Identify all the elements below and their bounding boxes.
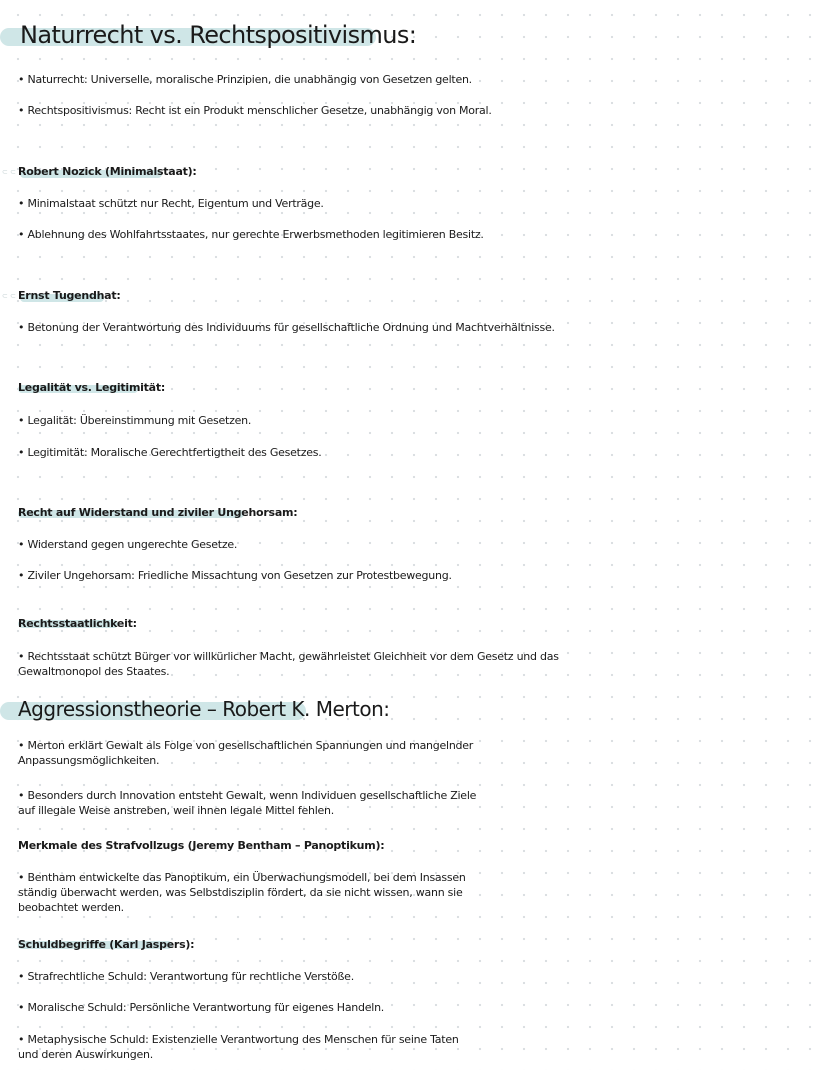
- bullet-wohlfahrtsstaat: • Ablehnung des Wohlfahrtsstaates, nur gerechte Erwerbsmethoden legitimieren Besitz.: [18, 228, 484, 241]
- bullet-naturrecht: • Naturrecht: Universelle, moralische Prinzipien, die unabhängig von Gesetzen gelten.: [18, 73, 472, 86]
- bullet-moralische-schuld: • Moralische Schuld: Persönliche Verantwortung für eigenes Handeln.: [18, 1001, 385, 1014]
- heading-legalitaet: Legalität vs. Legitimität:: [18, 381, 166, 394]
- bullet-verantwortung: • Betonung der Verantwortung des Individuums für gesellschaftliche Ordnung und Machtverhältnisse.: [18, 321, 555, 334]
- heading-bentham: Merkmale des Strafvollzugs (Jeremy Bentham – Panoptikum):: [18, 839, 385, 852]
- bullet-rechtspositivismus: • Rechtspositivismus: Recht ist ein Produkt menschlicher Gesetze, unabhängig von Moral.: [18, 104, 492, 117]
- section-title-aggressionstheorie: Aggressionstheorie – Robert K. Merton:: [18, 697, 390, 721]
- bullet-ziviler-ungehorsam: • Ziviler Ungehorsam: Friedliche Missachtung von Gesetzen zur Protestbewegung.: [18, 569, 452, 582]
- margin-mark: ⊂ ⊂: [2, 168, 16, 176]
- margin-mark: ⊂ ⊂: [2, 292, 16, 300]
- section-title-naturrecht: Naturrecht vs. Rechtspositivismus:: [20, 21, 417, 49]
- heading-nozick: Robert Nozick (Minimalstaat):: [18, 165, 197, 178]
- heading-tugendhat: Ernst Tugendhat:: [18, 289, 121, 302]
- bullet-metaphysische-schuld: • Metaphysische Schuld: Existenzielle Verantwortung des Menschen für seine Taten und deren Auswirkungen.: [18, 1033, 459, 1061]
- bullet-innovation: • Besonders durch Innovation entsteht Gewalt, wenn Individuen gesellschaftliche Ziele auf illegale Weise anstreben, weil ihnen legale Mittel fehlen.: [18, 789, 477, 817]
- heading-jaspers: Schuldbegriffe (Karl Jaspers):: [18, 938, 195, 951]
- bullet-strafrechtliche-schuld: • Strafrechtliche Schuld: Verantwortung für rechtliche Verstöße.: [18, 970, 354, 983]
- heading-widerstand: Recht auf Widerstand und ziviler Ungehorsam:: [18, 506, 298, 519]
- bullet-minimalstaat: • Minimalstaat schützt nur Recht, Eigentum und Verträge.: [18, 197, 324, 210]
- heading-rechtsstaat: Rechtsstaatlichkeit:: [18, 617, 137, 630]
- bullet-rechtsstaat: • Rechtsstaat schützt Bürger vor willkürlicher Macht, gewährleistet Gleichheit vor dem Gesetz und das Gewaltmonopol des Staates.: [18, 650, 559, 678]
- bullet-panoptikum: • Bentham entwickelte das Panoptikum, ein Überwachungsmodell, bei dem Insassen ständig überwacht werden, was Selbstdisziplin fördert, da sie nicht wissen, wann sie beobachtet werden.: [18, 871, 466, 914]
- bullet-merton-gewalt: • Merton erklärt Gewalt als Folge von gesellschaftlichen Spannungen und mangelnder Anpassungsmöglichkeiten.: [18, 739, 474, 767]
- bullet-legitimitaet: • Legitimität: Moralische Gerechtfertigtheit des Gesetzes.: [18, 446, 322, 459]
- bullet-legalitaet: • Legalität: Übereinstimmung mit Gesetzen.: [18, 414, 252, 427]
- bullet-widerstand: • Widerstand gegen ungerechte Gesetze.: [18, 538, 238, 551]
